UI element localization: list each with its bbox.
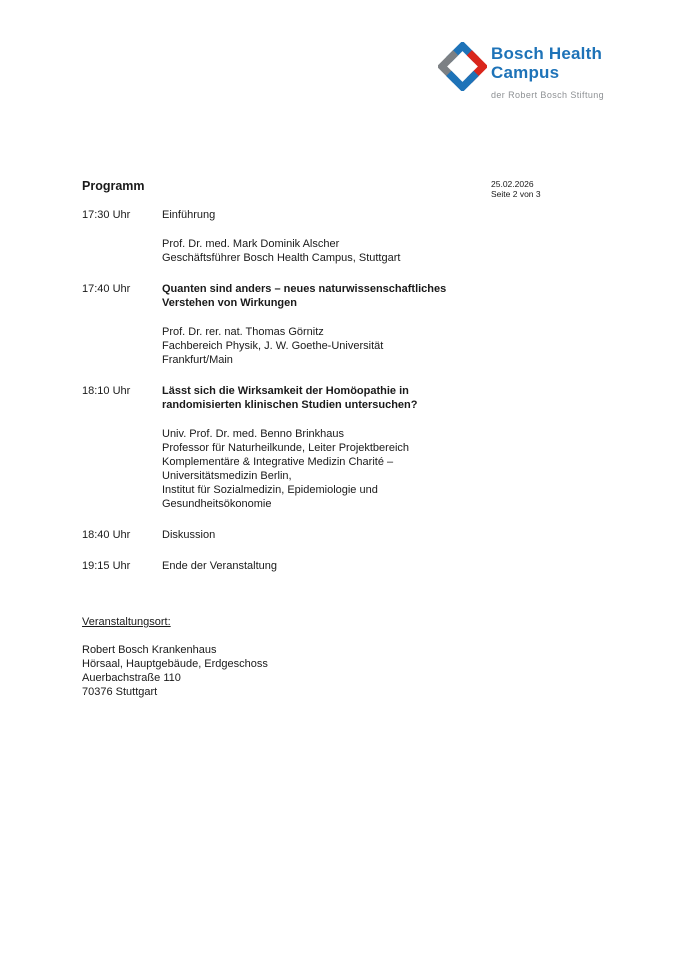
venue-heading: Veranstaltungsort: bbox=[82, 616, 171, 628]
session-title-line: Lässt sich die Wirksamkeit der Homöopathie in bbox=[162, 385, 409, 397]
speaker-line: Institut für Sozialmedizin, Epidemiologie und bbox=[162, 484, 378, 496]
session-title-line: randomisierten klinischen Studien untersuchen? bbox=[162, 399, 418, 411]
session-title bbox=[162, 384, 598, 412]
schedule-row bbox=[82, 528, 598, 542]
session-body bbox=[162, 208, 598, 265]
session-title bbox=[162, 282, 598, 310]
page-title: Programm bbox=[82, 179, 145, 193]
venue-address-line: Auerbachstraße 110 bbox=[82, 672, 181, 684]
session-speakers bbox=[162, 325, 598, 367]
time-label: 18:40 Uhr bbox=[82, 529, 131, 541]
session-title bbox=[162, 528, 598, 542]
session-speakers bbox=[162, 427, 598, 511]
bhc-logo bbox=[438, 42, 604, 100]
page-number: Seite 2 von 3 bbox=[491, 189, 541, 199]
speaker-line: Gesundheitsökonomie bbox=[162, 498, 272, 510]
logo-subtitle: der Robert Bosch Stiftung bbox=[491, 90, 605, 100]
session-speakers bbox=[162, 237, 598, 265]
speaker-line: Professor für Naturheilkunde, Leiter Projektbereich bbox=[162, 442, 410, 454]
logo-title-line1: Bosch Health bbox=[491, 44, 603, 63]
session-title-line: Ende der Veranstaltung bbox=[162, 560, 277, 572]
session-title-line: Quanten sind anders – neues naturwissenschaftliches bbox=[162, 283, 447, 295]
venue-address-line: Robert Bosch Krankenhaus bbox=[82, 644, 217, 656]
doc-meta bbox=[491, 179, 541, 199]
session-title bbox=[162, 208, 598, 222]
time-label: 17:40 Uhr bbox=[82, 283, 131, 295]
venue-section bbox=[82, 615, 268, 699]
schedule-row bbox=[82, 208, 598, 265]
speaker-line: Fachbereich Physik, J. W. Goethe-Universität bbox=[162, 340, 384, 352]
speaker-line: Prof. Dr. med. Mark Dominik Alscher bbox=[162, 238, 340, 250]
time-label: 18:10 Uhr bbox=[82, 385, 131, 397]
speaker-line: Universitätsmedizin Berlin, bbox=[162, 470, 292, 482]
session-title-line: Verstehen von Wirkungen bbox=[162, 297, 297, 309]
speaker-line: Prof. Dr. rer. nat. Thomas Görnitz bbox=[162, 326, 324, 338]
logo-title-line2: Campus bbox=[491, 63, 560, 82]
schedule bbox=[82, 208, 598, 590]
schedule-row bbox=[82, 384, 598, 511]
session-title-line: Diskussion bbox=[162, 529, 216, 541]
venue-address-line: Hörsaal, Hauptgebäude, Erdgeschoss bbox=[82, 658, 268, 670]
speaker-line: Univ. Prof. Dr. med. Benno Brinkhaus bbox=[162, 428, 344, 440]
speaker-line: Frankfurt/Main bbox=[162, 354, 233, 366]
doc-date: 25.02.2026 bbox=[491, 179, 534, 189]
time-label: 19:15 Uhr bbox=[82, 560, 131, 572]
speaker-line: Geschäftsführer Bosch Health Campus, Stuttgart bbox=[162, 252, 401, 264]
logo-title bbox=[491, 44, 604, 82]
session-title bbox=[162, 559, 598, 573]
logo-text bbox=[491, 44, 604, 100]
session-title-line: Einführung bbox=[162, 209, 216, 221]
schedule-row bbox=[82, 559, 598, 573]
bhc-diamond-icon bbox=[438, 42, 487, 91]
session-body bbox=[162, 559, 598, 573]
time-label: 17:30 Uhr bbox=[82, 209, 131, 221]
speaker-line: Komplementäre & Integrative Medizin Charité – bbox=[162, 456, 394, 468]
schedule-row bbox=[82, 282, 598, 367]
session-body bbox=[162, 384, 598, 511]
session-body bbox=[162, 528, 598, 542]
session-body bbox=[162, 282, 598, 367]
venue-address bbox=[82, 643, 268, 699]
venue-address-line: 70376 Stuttgart bbox=[82, 686, 158, 698]
